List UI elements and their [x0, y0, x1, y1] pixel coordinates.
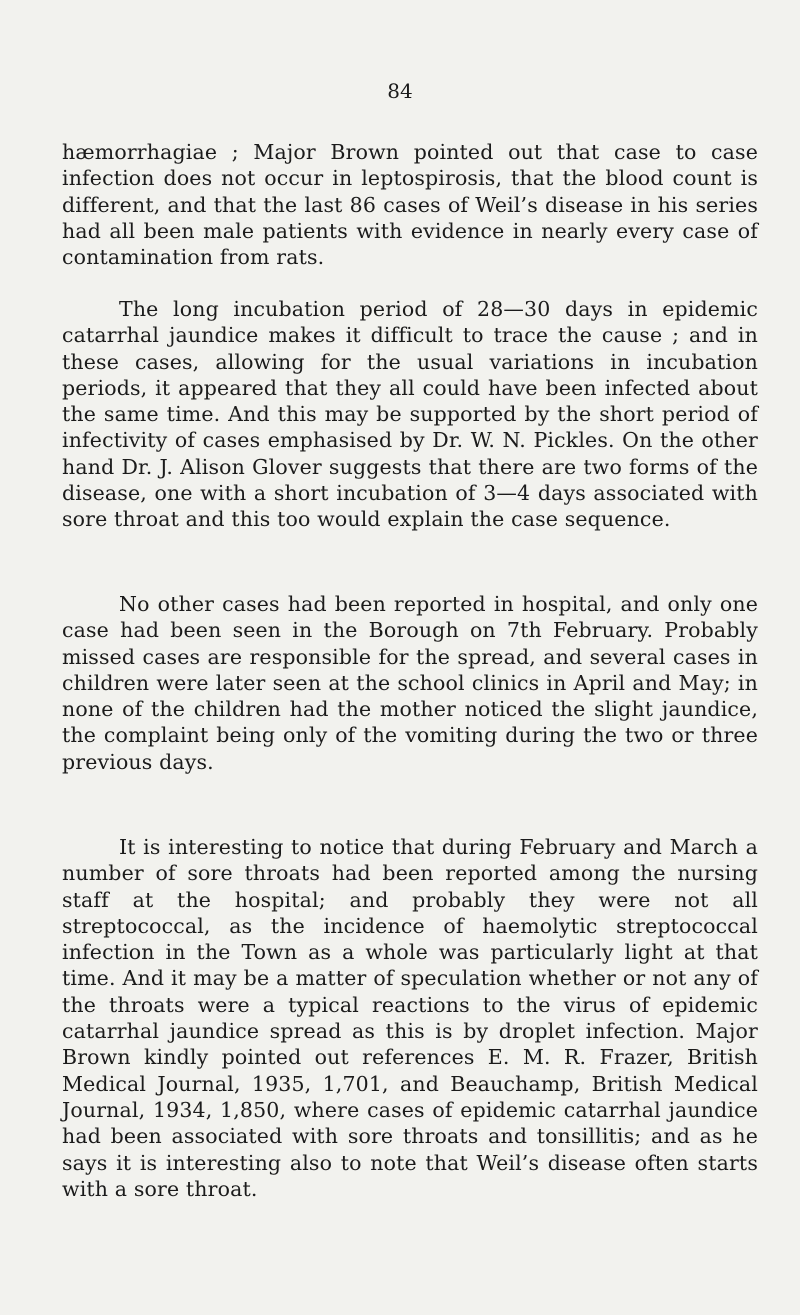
paragraph-sore-throats: It is interesting to notice that during February and March a number of sore throats had been reported among the nursing staff at the hospital; and probably they were not all streptococcal, as the incidence of haemolytic streptococcal infection in the Town as a whole was particularly light at that time. And it may be a matter of speculation whether or not any of the throats were a typical reactions to the virus of epidemic catarrhal jaundice spread as this is by droplet infection. Major Brown kindly pointed out references E. M. R. Frazer, British Medical Journal, 1935, 1,701, and Beauchamp, British Medical Journal, 1934, 1,850, where cases of epidemic catarrhal jaundice had been associated with sore throats and tonsillitis; and as he says it is interesting also to note that Weil’s disease often starts with a sore throat.: [62, 835, 758, 1201]
paragraph-incubation-period: The long incubation period of 28—30 days in epidemic catarrhal jaundice makes it difficult to trace the cause ; and in these cases, allowing for the usual variations in incubation periods, it appeared that they all could have been infected about the same time. And this may be supported by the short period of infectivity of cases emphasised by Dr. W. N. Pickles. On the other hand Dr. J. Alison Glover suggests that there are two forms of the disease, one with a short incubation of 3—4 days associated with sore throat and this too would explain the case sequence.: [62, 297, 758, 532]
page-number: 84: [387, 79, 413, 103]
paragraph-other-cases: No other cases had been reported in hospital, and only one case had been seen in the Borough on 7th February. Probably missed cases are responsible for the spread, and several cases in children were later seen at the school clinics in April and May; in none of the children had the mother noticed the slight jaundice, the complaint being only of the vomiting during the two or three previous days.: [62, 592, 758, 774]
paragraph-continuation: hæmorrhagiae ; Major Brown pointed out that case to case infection does not occur in leptospirosis, that the blood count is different, and that the last 86 cases of Weil’s disease in his series had all been male patients with evidence in nearly every case of contamination from rats.: [62, 140, 758, 270]
